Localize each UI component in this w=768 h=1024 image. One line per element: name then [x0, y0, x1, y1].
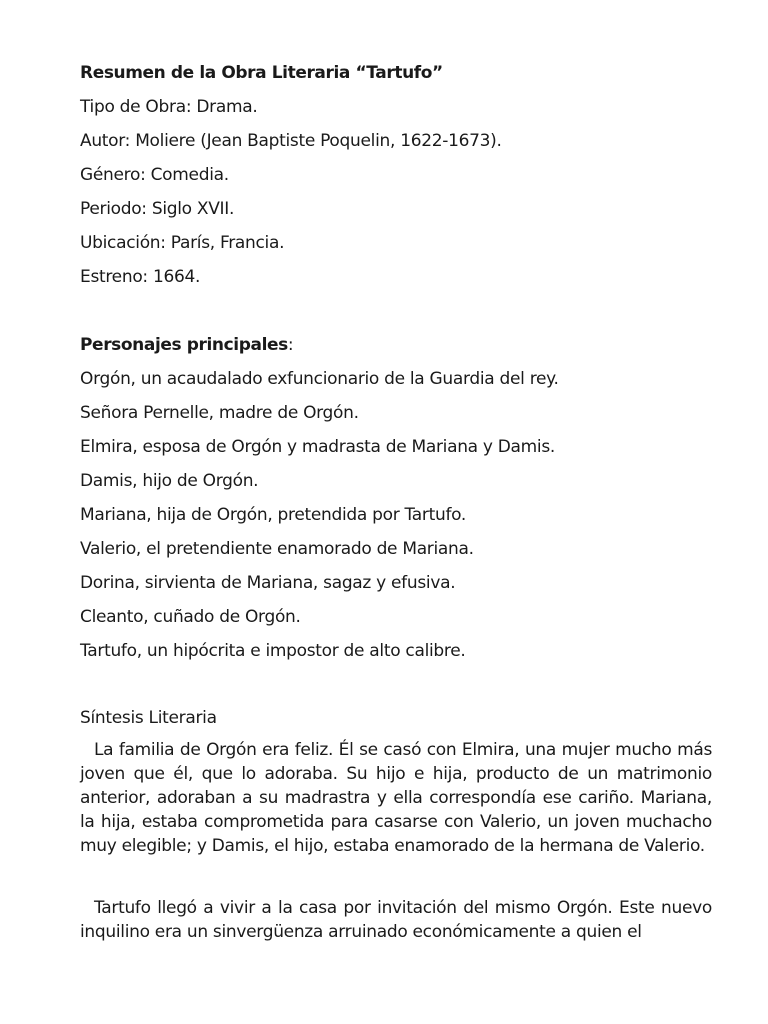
- synthesis-heading: Síntesis Literaria: [80, 708, 217, 728]
- character-item: Damis, hijo de Orgón.: [80, 471, 259, 491]
- characters-heading: Personajes principales: [80, 335, 288, 355]
- document-title: Resumen de la Obra Literaria “Tartufo”: [80, 63, 443, 83]
- character-item: Señora Pernelle, madre de Orgón.: [80, 403, 359, 423]
- info-location: Ubicación: París, Francia.: [80, 233, 285, 253]
- info-period: Periodo: Siglo XVII.: [80, 199, 235, 219]
- info-premiere: Estreno: 1664.: [80, 267, 201, 287]
- spacer: [80, 294, 712, 328]
- info-genre: Género: Comedia.: [80, 165, 229, 185]
- characters-heading-colon: :: [287, 335, 294, 355]
- character-item: Dorina, sirvienta de Mariana, sagaz y efusiva.: [80, 573, 456, 593]
- info-type: Tipo de Obra: Drama.: [80, 97, 258, 117]
- synthesis-paragraph: La familia de Orgón era feliz. Él se casó con Elmira, una mujer mucho más joven que él, que lo adoraba. Su hijo e hija, producto de un matrimonio anterior, adoraban a su madrastra y ella correspondía ese cariño. Mariana, la hija, estaba comprometida para casarse con Valerio, un joven muchacho muy elegible; y Damis, el hijo, estaba enamorado de la hermana de Valerio.: [80, 740, 712, 856]
- character-item: Cleanto, cuñado de Orgón.: [80, 607, 301, 627]
- info-author: Autor: Moliere (Jean Baptiste Poquelin, 1622-1673).: [80, 131, 502, 151]
- character-item: Elmira, esposa de Orgón y madrasta de Mariana y Damis.: [80, 437, 556, 457]
- character-item: Tartufo, un hipócrita e impostor de alto calibre.: [80, 641, 466, 661]
- character-item: Valerio, el pretendiente enamorado de Mariana.: [80, 539, 474, 559]
- document-content: [80, 56, 712, 944]
- characters-heading-line: [80, 328, 712, 362]
- spacer: [80, 858, 712, 896]
- synthesis-paragraph: Tartufo llegó a vivir a la casa por invitación del mismo Orgón. Este nuevo inquilino era un sinvergüenza arruinado económicamente a quien el: [80, 898, 712, 942]
- character-item: Orgón, un acaudalado exfuncionario de la Guardia del rey.: [80, 369, 559, 389]
- character-item: Mariana, hija de Orgón, pretendida por Tartufo.: [80, 505, 467, 525]
